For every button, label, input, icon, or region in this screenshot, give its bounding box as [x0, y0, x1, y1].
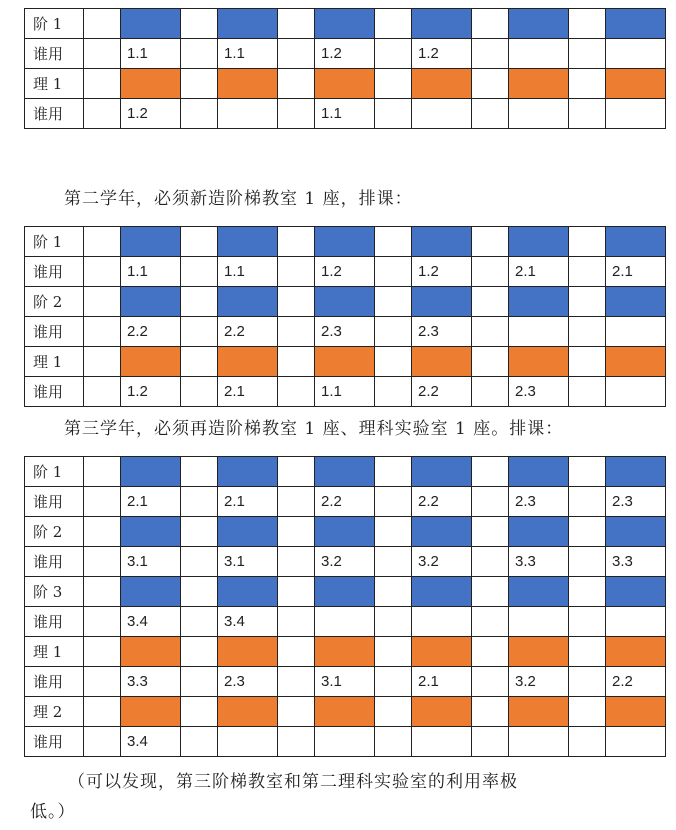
room-row: [25, 577, 666, 607]
usage-cell: 2.1: [509, 257, 569, 287]
empty-cell: [472, 487, 509, 517]
lecture-hall-slot: [121, 287, 181, 317]
empty-cell: [278, 317, 315, 347]
usage-cell: 2.2: [315, 487, 375, 517]
usage-cell: 1.1: [218, 39, 278, 69]
usage-cell: 3.2: [412, 547, 472, 577]
usage-row: [25, 667, 666, 697]
empty-cell: [375, 227, 412, 257]
empty-cell: [375, 547, 412, 577]
empty-cell: [278, 577, 315, 607]
empty-cell: [569, 667, 606, 697]
science-lab-slot: [412, 697, 472, 727]
room-row: [25, 287, 666, 317]
empty-cell: [84, 637, 121, 667]
room-row: [25, 637, 666, 667]
lecture-hall-slot: [412, 227, 472, 257]
usage-cell: 2.1: [121, 487, 181, 517]
empty-cell: [84, 457, 121, 487]
lecture-hall-slot: [509, 287, 569, 317]
usage-cell: [315, 607, 375, 637]
empty-cell: [375, 39, 412, 69]
empty-cell: [84, 257, 121, 287]
usage-cell: [509, 39, 569, 69]
empty-cell: [375, 99, 412, 129]
empty-cell: [278, 667, 315, 697]
empty-cell: [375, 69, 412, 99]
empty-cell: [181, 317, 218, 347]
empty-cell: [569, 697, 606, 727]
empty-cell: [181, 287, 218, 317]
lecture-hall-slot: [606, 577, 666, 607]
usage-label: 谁用: [25, 39, 84, 69]
empty-cell: [278, 69, 315, 99]
empty-cell: [84, 667, 121, 697]
usage-cell: 3.3: [606, 547, 666, 577]
empty-cell: [278, 547, 315, 577]
empty-cell: [472, 697, 509, 727]
empty-cell: [375, 457, 412, 487]
empty-cell: [472, 457, 509, 487]
empty-cell: [569, 39, 606, 69]
empty-cell: [181, 69, 218, 99]
science-lab-slot: [315, 347, 375, 377]
room-row: [25, 517, 666, 547]
empty-cell: [278, 287, 315, 317]
empty-cell: [84, 607, 121, 637]
room-label: 阶 3: [25, 577, 84, 607]
usage-cell: 2.3: [218, 667, 278, 697]
science-lab-slot: [218, 637, 278, 667]
usage-row: [25, 727, 666, 757]
science-lab-slot: [509, 347, 569, 377]
empty-cell: [84, 577, 121, 607]
room-label: 理 1: [25, 637, 84, 667]
usage-cell: 3.3: [121, 667, 181, 697]
science-lab-slot: [509, 637, 569, 667]
usage-label: 谁用: [25, 727, 84, 757]
usage-label: 谁用: [25, 257, 84, 287]
lecture-hall-slot: [315, 577, 375, 607]
room-label: 理 2: [25, 697, 84, 727]
empty-cell: [472, 9, 509, 39]
empty-cell: [278, 347, 315, 377]
empty-cell: [84, 99, 121, 129]
empty-cell: [569, 487, 606, 517]
usage-cell: [606, 607, 666, 637]
usage-row: [25, 39, 666, 69]
lecture-hall-slot: [509, 577, 569, 607]
room-label: 阶 1: [25, 227, 84, 257]
usage-label: 谁用: [25, 487, 84, 517]
empty-cell: [181, 697, 218, 727]
empty-cell: [181, 577, 218, 607]
lecture-hall-slot: [412, 287, 472, 317]
lecture-hall-slot: [121, 9, 181, 39]
empty-cell: [569, 377, 606, 407]
usage-cell: 1.1: [218, 257, 278, 287]
usage-cell: 2.3: [412, 317, 472, 347]
empty-cell: [375, 727, 412, 757]
usage-cell: 3.1: [315, 667, 375, 697]
usage-row: [25, 377, 666, 407]
usage-cell: 2.2: [412, 487, 472, 517]
usage-cell: 1.1: [315, 377, 375, 407]
empty-cell: [472, 517, 509, 547]
usage-cell: 1.2: [121, 99, 181, 129]
usage-cell: 2.2: [218, 317, 278, 347]
lecture-hall-slot: [315, 457, 375, 487]
usage-label: 谁用: [25, 377, 84, 407]
lecture-hall-slot: [218, 457, 278, 487]
usage-cell: 3.3: [509, 547, 569, 577]
year2-intro-text: 第二学年，必须新造阶梯教室 1 座，排课：: [64, 189, 413, 209]
empty-cell: [375, 697, 412, 727]
lecture-hall-slot: [121, 577, 181, 607]
empty-cell: [84, 39, 121, 69]
usage-cell: 1.1: [121, 257, 181, 287]
usage-cell: [509, 727, 569, 757]
usage-cell: 1.2: [412, 257, 472, 287]
usage-cell: [218, 727, 278, 757]
empty-cell: [472, 637, 509, 667]
lecture-hall-slot: [315, 227, 375, 257]
lecture-hall-slot: [218, 227, 278, 257]
usage-cell: [412, 607, 472, 637]
empty-cell: [375, 607, 412, 637]
empty-cell: [181, 257, 218, 287]
science-lab-slot: [121, 347, 181, 377]
usage-row: [25, 317, 666, 347]
usage-label: 谁用: [25, 547, 84, 577]
lecture-hall-slot: [606, 227, 666, 257]
science-lab-slot: [606, 697, 666, 727]
empty-cell: [181, 347, 218, 377]
empty-cell: [278, 39, 315, 69]
empty-cell: [84, 9, 121, 39]
usage-cell: 2.3: [509, 487, 569, 517]
usage-cell: [412, 727, 472, 757]
empty-cell: [569, 347, 606, 377]
usage-cell: 2.1: [218, 487, 278, 517]
empty-cell: [375, 257, 412, 287]
empty-cell: [375, 317, 412, 347]
lecture-hall-slot: [606, 517, 666, 547]
empty-cell: [278, 257, 315, 287]
science-lab-slot: [315, 637, 375, 667]
empty-cell: [181, 727, 218, 757]
empty-cell: [375, 287, 412, 317]
room-row: [25, 457, 666, 487]
lecture-hall-slot: [606, 457, 666, 487]
lecture-hall-slot: [606, 9, 666, 39]
empty-cell: [375, 667, 412, 697]
empty-cell: [472, 257, 509, 287]
empty-cell: [84, 287, 121, 317]
usage-cell: 2.3: [315, 317, 375, 347]
empty-cell: [181, 227, 218, 257]
usage-row: [25, 99, 666, 129]
room-label: 阶 1: [25, 457, 84, 487]
usage-row: [25, 257, 666, 287]
empty-cell: [181, 377, 218, 407]
empty-cell: [472, 39, 509, 69]
empty-cell: [181, 547, 218, 577]
empty-cell: [472, 607, 509, 637]
empty-cell: [472, 667, 509, 697]
empty-cell: [84, 69, 121, 99]
usage-cell: [218, 99, 278, 129]
room-row: [25, 697, 666, 727]
usage-row: [25, 487, 666, 517]
empty-cell: [569, 227, 606, 257]
lecture-hall-slot: [218, 517, 278, 547]
lecture-hall-slot: [121, 227, 181, 257]
usage-label: 谁用: [25, 317, 84, 347]
empty-cell: [181, 517, 218, 547]
lecture-hall-slot: [509, 517, 569, 547]
usage-cell: [509, 99, 569, 129]
empty-cell: [181, 637, 218, 667]
room-row: [25, 69, 666, 99]
lecture-hall-slot: [412, 9, 472, 39]
lecture-hall-slot: [218, 577, 278, 607]
usage-cell: 1.1: [121, 39, 181, 69]
usage-cell: 2.3: [606, 487, 666, 517]
usage-cell: 2.3: [509, 377, 569, 407]
usage-cell: [509, 607, 569, 637]
empty-cell: [472, 347, 509, 377]
empty-cell: [569, 69, 606, 99]
usage-cell: [606, 317, 666, 347]
lecture-hall-slot: [412, 517, 472, 547]
empty-cell: [181, 457, 218, 487]
empty-cell: [569, 257, 606, 287]
usage-cell: 3.4: [218, 607, 278, 637]
usage-cell: [315, 727, 375, 757]
empty-cell: [472, 99, 509, 129]
empty-cell: [569, 457, 606, 487]
empty-cell: [181, 667, 218, 697]
lecture-hall-slot: [606, 287, 666, 317]
usage-cell: [606, 39, 666, 69]
empty-cell: [569, 99, 606, 129]
usage-label: 谁用: [25, 607, 84, 637]
usage-cell: [606, 99, 666, 129]
usage-cell: [606, 377, 666, 407]
usage-cell: 3.2: [509, 667, 569, 697]
usage-cell: 2.1: [606, 257, 666, 287]
room-label: 阶 2: [25, 287, 84, 317]
year3-schedule-table: [24, 456, 666, 757]
science-lab-slot: [606, 347, 666, 377]
empty-cell: [181, 9, 218, 39]
lecture-hall-slot: [218, 9, 278, 39]
empty-cell: [278, 517, 315, 547]
usage-cell: 2.2: [121, 317, 181, 347]
science-lab-slot: [509, 69, 569, 99]
empty-cell: [84, 317, 121, 347]
science-lab-slot: [606, 69, 666, 99]
empty-cell: [375, 517, 412, 547]
empty-cell: [278, 377, 315, 407]
usage-cell: 3.4: [121, 727, 181, 757]
empty-cell: [375, 637, 412, 667]
usage-label: 谁用: [25, 667, 84, 697]
lecture-hall-slot: [315, 287, 375, 317]
empty-cell: [278, 487, 315, 517]
science-lab-slot: [121, 697, 181, 727]
lecture-hall-slot: [218, 287, 278, 317]
empty-cell: [569, 317, 606, 347]
science-lab-slot: [412, 69, 472, 99]
science-lab-slot: [315, 697, 375, 727]
lecture-hall-slot: [315, 9, 375, 39]
science-lab-slot: [412, 637, 472, 667]
lecture-hall-slot: [121, 457, 181, 487]
empty-cell: [181, 487, 218, 517]
usage-cell: 2.2: [606, 667, 666, 697]
conclusion-text-line1: （可以发现，第三阶梯教室和第二理科实验室的利用率极: [68, 772, 518, 792]
lecture-hall-slot: [315, 517, 375, 547]
conclusion-text-line2: 低。）: [30, 802, 76, 822]
empty-cell: [375, 9, 412, 39]
empty-cell: [84, 727, 121, 757]
empty-cell: [278, 727, 315, 757]
lecture-hall-slot: [412, 577, 472, 607]
empty-cell: [181, 39, 218, 69]
empty-cell: [84, 487, 121, 517]
usage-cell: 1.2: [121, 377, 181, 407]
empty-cell: [84, 347, 121, 377]
usage-cell: 3.1: [121, 547, 181, 577]
usage-cell: 2.1: [218, 377, 278, 407]
lecture-hall-slot: [509, 227, 569, 257]
usage-cell: 3.4: [121, 607, 181, 637]
lecture-hall-slot: [412, 457, 472, 487]
year1-schedule-table: [24, 8, 666, 129]
empty-cell: [472, 227, 509, 257]
empty-cell: [472, 377, 509, 407]
room-row: [25, 227, 666, 257]
room-label: 阶 1: [25, 9, 84, 39]
empty-cell: [569, 727, 606, 757]
empty-cell: [375, 577, 412, 607]
empty-cell: [472, 727, 509, 757]
empty-cell: [278, 607, 315, 637]
empty-cell: [278, 227, 315, 257]
empty-cell: [84, 697, 121, 727]
empty-cell: [278, 637, 315, 667]
usage-cell: [509, 317, 569, 347]
lecture-hall-slot: [121, 517, 181, 547]
empty-cell: [278, 457, 315, 487]
science-lab-slot: [121, 69, 181, 99]
empty-cell: [375, 347, 412, 377]
lecture-hall-slot: [509, 457, 569, 487]
empty-cell: [84, 517, 121, 547]
empty-cell: [84, 377, 121, 407]
room-label: 理 1: [25, 347, 84, 377]
room-label: 阶 2: [25, 517, 84, 547]
empty-cell: [278, 99, 315, 129]
room-label: 理 1: [25, 69, 84, 99]
empty-cell: [84, 227, 121, 257]
empty-cell: [278, 9, 315, 39]
empty-cell: [569, 9, 606, 39]
usage-cell: 1.2: [315, 39, 375, 69]
usage-cell: [412, 99, 472, 129]
empty-cell: [569, 607, 606, 637]
usage-cell: 1.2: [315, 257, 375, 287]
science-lab-slot: [218, 697, 278, 727]
usage-row: [25, 607, 666, 637]
usage-cell: 2.2: [412, 377, 472, 407]
room-row: [25, 9, 666, 39]
empty-cell: [472, 547, 509, 577]
usage-cell: 1.2: [412, 39, 472, 69]
room-row: [25, 347, 666, 377]
usage-row: [25, 547, 666, 577]
usage-cell: 1.1: [315, 99, 375, 129]
empty-cell: [375, 487, 412, 517]
empty-cell: [569, 637, 606, 667]
year3-intro-text: 第三学年，必须再造阶梯教室 1 座、理科实验室 1 座。排课：: [64, 419, 564, 439]
science-lab-slot: [606, 637, 666, 667]
empty-cell: [84, 547, 121, 577]
empty-cell: [472, 577, 509, 607]
usage-cell: [606, 727, 666, 757]
empty-cell: [278, 697, 315, 727]
science-lab-slot: [412, 347, 472, 377]
empty-cell: [472, 317, 509, 347]
empty-cell: [181, 607, 218, 637]
usage-label: 谁用: [25, 99, 84, 129]
science-lab-slot: [509, 697, 569, 727]
empty-cell: [472, 287, 509, 317]
science-lab-slot: [218, 347, 278, 377]
usage-cell: 2.1: [412, 667, 472, 697]
usage-cell: 3.2: [315, 547, 375, 577]
science-lab-slot: [121, 637, 181, 667]
science-lab-slot: [315, 69, 375, 99]
empty-cell: [569, 577, 606, 607]
empty-cell: [181, 99, 218, 129]
usage-cell: 3.1: [218, 547, 278, 577]
empty-cell: [569, 547, 606, 577]
empty-cell: [569, 287, 606, 317]
empty-cell: [569, 517, 606, 547]
empty-cell: [375, 377, 412, 407]
science-lab-slot: [218, 69, 278, 99]
empty-cell: [472, 69, 509, 99]
year2-schedule-table: [24, 226, 666, 407]
lecture-hall-slot: [509, 9, 569, 39]
